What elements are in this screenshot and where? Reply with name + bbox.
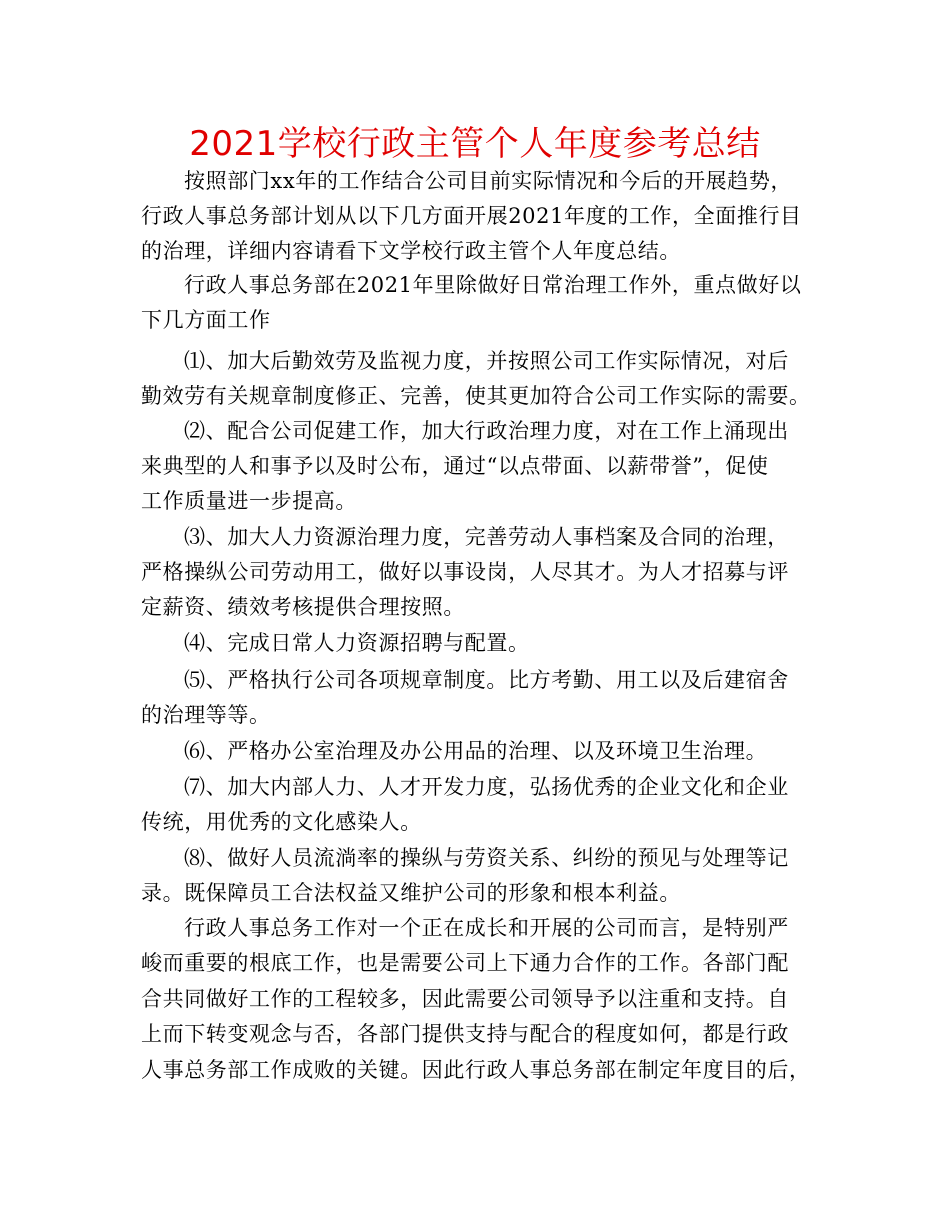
list-item-line: 传统，用优秀的文化感染人。 xyxy=(141,810,422,834)
list-item-line: ⑵、配合公司促建工作，加大行政治理力度，对在工作上涌现出 xyxy=(184,419,789,443)
paragraph-line: 行政人事总务工作对一个正在成长和开展的公司而言，是特别严 xyxy=(184,916,789,940)
list-item-line: ⑸、严格执行公司各项规章制度。比方考勤、用工以及后建宿舍 xyxy=(184,668,789,692)
list-item-line: ⑴、加大后勤效劳及监视力度，并按照公司工作实际情况，对后 xyxy=(184,349,789,373)
paragraph-line: 按照部门xx年的工作结合公司目前实际情况和今后的开展趋势， xyxy=(184,169,793,193)
list-item-line: 工作质量进一步提高。 xyxy=(141,489,357,513)
list-item-line: 的治理等等。 xyxy=(141,703,271,727)
paragraph-line: 人事总务部工作成败的关键。因此行政人事总务部在制定年度目的后， xyxy=(141,1058,811,1082)
list-item-line: 定薪资、绩效考核提供合理按照。 xyxy=(141,595,465,619)
list-item-line: 严格操纵公司劳动用工，做好以事设岗，人尽其才。为人才招募与评 xyxy=(141,560,789,584)
paragraph-line: 的治理，详细内容请看下文学校行政主管个人年度总结。 xyxy=(141,239,681,263)
paragraph-line: 峻而重要的根底工作，也是需要公司上下通力合作的工作。各部门配 xyxy=(141,951,789,975)
paragraph-line: 上而下转变观念与否，各部门提供支持与配合的程度如何，都是行政 xyxy=(141,1022,789,1046)
list-item-line: ⑶、加大人力资源治理力度，完善劳动人事档案及合同的治理， xyxy=(184,525,789,549)
list-item-line: 录。既保障员工合法权益又维护公司的形象和根本利益。 xyxy=(141,881,681,905)
paragraph-line: 合共同做好工作的工程较多，因此需要公司领导予以注重和支持。自 xyxy=(141,987,789,1011)
list-item-line: ⑺、加大内部人力、人才开发力度，弘扬优秀的企业文化和企业 xyxy=(184,775,789,799)
list-item-line: ⑻、做好人员流淌率的操纵与劳资关系、纠纷的预见与处理等记 xyxy=(184,846,789,870)
paragraph-line: 行政人事总务部在2021年里除做好日常治理工作外，重点做好以 xyxy=(184,273,802,297)
document-title: 2021学校行政主管个人年度参考总结 xyxy=(189,124,761,164)
list-item-line: 来典型的人和事予以及时公布，通过“以点带面、以薪带誉”，促使 xyxy=(141,454,769,478)
paragraph-line: 下几方面工作 xyxy=(141,308,271,332)
paragraph-line: 行政人事总务部计划从以下几方面开展2021年度的工作，全面推行目 xyxy=(141,204,802,228)
list-item-line: ⑹、严格办公室治理及办公用品的治理、以及环境卫生治理。 xyxy=(184,739,768,763)
list-item-line: ⑷、完成日常人力资源招聘与配置。 xyxy=(184,631,530,655)
list-item-line: 勤效劳有关规章制度修正、完善，使其更加符合公司工作实际的需要。 xyxy=(141,384,811,408)
